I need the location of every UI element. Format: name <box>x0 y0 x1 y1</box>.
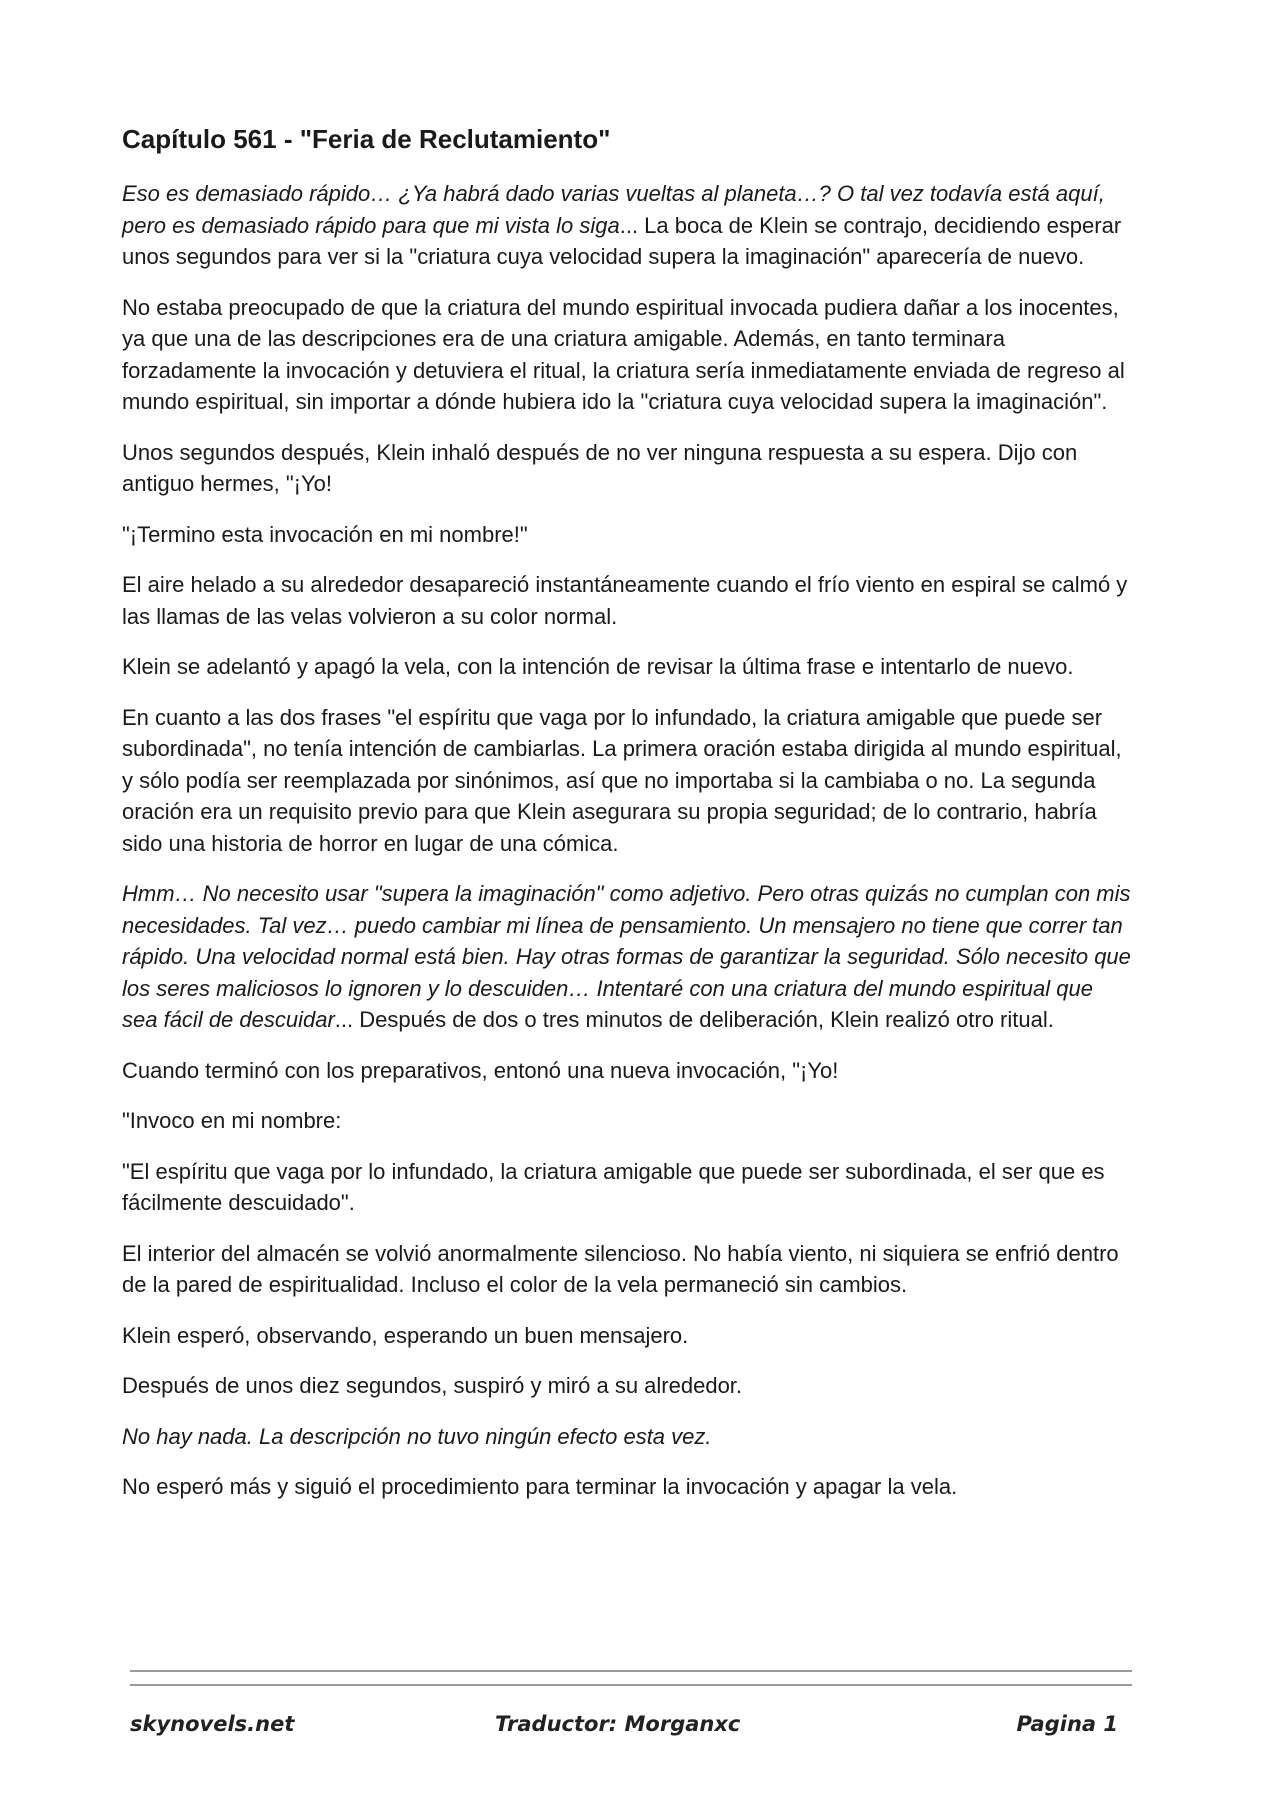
paragraph <box>122 1370 1132 1402</box>
narration-text: "Invoco en mi nombre: <box>122 1108 342 1133</box>
narration-text: Klein se adelantó y apagó la vela, con la intención de revisar la última frase e intentarlo de nuevo. <box>122 654 1074 679</box>
footer-divider-bottom <box>130 1684 1132 1686</box>
paragraph-list <box>122 178 1132 1503</box>
paragraph <box>122 1320 1132 1352</box>
footer-page-number: Pagina 1 <box>1016 1712 1118 1736</box>
paragraph <box>122 1105 1132 1137</box>
narration-text: ... La boca de Klein se contrajo, decidiendo esperar unos segundos para ver si la "criatura cuya velocidad supera la imaginación" aparecería de nuevo. <box>122 212 1122 269</box>
narration-text: Klein esperó, observando, esperando un buen mensajero. <box>122 1322 689 1348</box>
paragraph <box>122 1421 1132 1453</box>
narration-text: El interior del almacén se volvió anormalmente silencioso. No había viento, ni siquiera se enfrió dentro de la pared de espiritualidad. Incluso el color de la vela permaneció sin cambios. <box>122 1240 1119 1297</box>
paragraph <box>122 1238 1132 1301</box>
paragraph <box>122 437 1132 500</box>
narration-text: ... Después de dos o tres minutos de deliberación, Klein realizó otro ritual. <box>334 1007 1054 1032</box>
italic-thought-text: No hay nada. La descripción no tuvo ningún efecto esta vez. <box>122 1423 712 1449</box>
paragraph <box>122 651 1132 683</box>
narration-text: Unos segundos después, Klein inhaló después de no ver ninguna respuesta a su espera. Dijo con antiguo hermes, "¡Yo! <box>122 439 1078 496</box>
narration-text: En cuanto a las dos frases "el espíritu que vaga por lo infundado, la criatura amigable que puede ser subordinada", no tenía intención de cambiarlas. La primera oración estaba dirigida al mundo espiritual, y sólo podía ser reemplazada por sinónimos, así que no importaba si la cambiaba o no. La segunda oración era un requisito previo para que Klein asegurara su propia seguridad; de lo contrario, habría sido una historia de horror en lugar de una cómica. <box>122 704 1122 856</box>
document-body <box>122 122 1132 1522</box>
narration-text: Cuando terminó con los preparativos, entonó una nueva invocación, "¡Yo! <box>122 1057 839 1083</box>
narration-text: No esperó más y siguió el procedimiento para terminar la invocación y apagar la vela. <box>122 1474 958 1499</box>
paragraph <box>122 178 1132 273</box>
narration-text: "¡Termino esta invocación en mi nombre!" <box>122 521 528 547</box>
footer-divider-top <box>130 1670 1132 1672</box>
paragraph <box>122 292 1132 418</box>
paragraph <box>122 569 1132 632</box>
italic-thought-text: Eso es demasiado rápido… ¿Ya habrá dado varias vueltas al planeta…? O tal vez todavía está aquí, pero es demasiado rápido para que mi vista lo siga <box>122 181 1105 238</box>
italic-thought-text: Hmm… No necesito usar "supera la imaginación" como adjetivo. Pero otras quizás no cumplan con mis necesidades. Tal vez… puedo cambiar mi línea de pensamiento. Un mensajero no tiene que correr tan rápido. Una velocidad normal está bien. Hay otras formas de garantizar la seguridad. Sólo necesito que los seres maliciosos lo ignoren y lo descuiden… Intentaré con una criatura del mundo espiritual que sea fácil de descuidar <box>122 881 1131 1032</box>
paragraph <box>122 878 1132 1036</box>
paragraph <box>122 1055 1132 1087</box>
footer-translator: Traductor: Morganxc <box>495 1712 741 1736</box>
paragraph <box>122 519 1132 551</box>
paragraph <box>122 702 1132 860</box>
paragraph <box>122 1471 1132 1503</box>
paragraph <box>122 1156 1132 1219</box>
narration-text: "El espíritu que vaga por lo infundado, la criatura amigable que puede ser subordinada, el ser que es fácilmente descuidado". <box>122 1158 1105 1215</box>
chapter-title: Capítulo 561 - "Feria de Reclutamiento" <box>122 124 611 154</box>
footer-site: skynovels.net <box>130 1712 295 1736</box>
page-footer <box>130 1712 1132 1748</box>
narration-text: El aire helado a su alrededor desapareció instantáneamente cuando el frío viento en espiral se calmó y las llamas de las velas volvieron a su color normal. <box>122 572 1128 629</box>
narration-text: Después de unos diez segundos, suspiró y miró a su alrededor. <box>122 1373 743 1398</box>
narration-text: No estaba preocupado de que la criatura del mundo espiritual invocada pudiera dañar a los inocentes, ya que una de las descripciones era de una criatura amigable. Además, en tanto terminara forzadamente la invocación y detuviera el ritual, la criatura sería inmediatamente enviada de regreso al mundo espiritual, sin importar a dónde hubiera ido la "criatura cuya velocidad supera la imaginación". <box>122 294 1125 414</box>
